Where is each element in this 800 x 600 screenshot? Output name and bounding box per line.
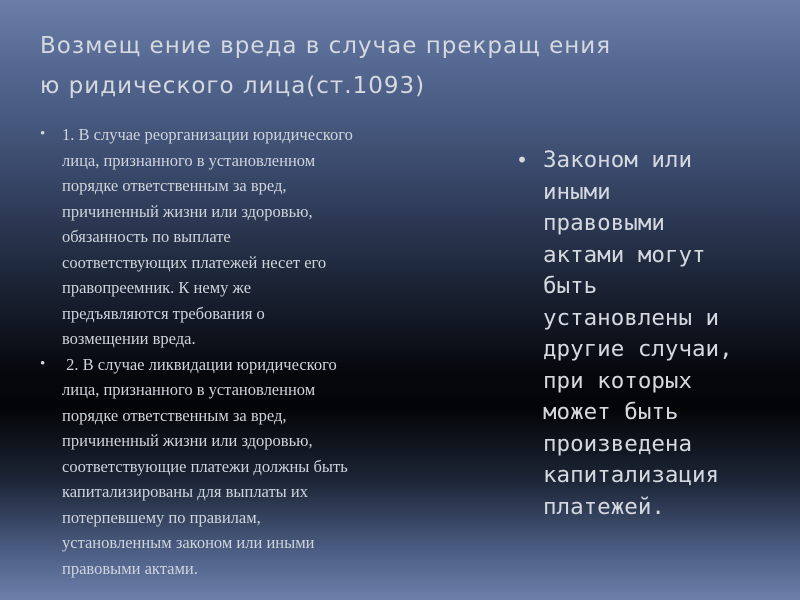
- list-item-liquidation: [40, 352, 460, 582]
- text-line: 2. В случае ликвидации юридического: [62, 354, 337, 374]
- list-item-reorganization: [40, 122, 460, 352]
- text-line: капитализированы для выплаты их: [62, 482, 308, 501]
- text-line: правопреемник. К нему же: [62, 278, 252, 297]
- text-line: соответствующие платежи должны быть: [62, 456, 348, 476]
- text-line: может быть: [543, 399, 679, 425]
- text-line: актами могут: [543, 241, 706, 268]
- slide-title: [40, 26, 660, 106]
- text-line: капитализация: [543, 462, 720, 488]
- text-line: произведена: [543, 430, 693, 457]
- text-line: другие случаи,: [543, 336, 733, 362]
- text-line: причиненный жизни или здоровью,: [62, 431, 313, 450]
- text-line: обязанность по выплате: [62, 227, 231, 246]
- text-line: правовыми: [543, 210, 665, 236]
- slide-title-line-1: Возмещ ение вреда в случае прекращ ения: [40, 33, 612, 59]
- bullet-icon: •: [40, 126, 46, 142]
- text-line: Законом или: [543, 147, 693, 173]
- text-line: порядке ответственным за вред,: [62, 405, 287, 425]
- text-line: порядке ответственным за вред,: [62, 176, 287, 195]
- text-line: лица, признанного в установленном: [62, 150, 316, 170]
- text-line: быть: [543, 273, 598, 299]
- slide-title-line-2: ю ридического лица(ст.1093): [40, 73, 426, 99]
- text-line: правовыми актами.: [62, 558, 198, 578]
- text-line: установленным законом или иными: [62, 533, 315, 552]
- text-line: при которых: [543, 367, 693, 394]
- text-line: 1. В случае реорганизации юридического: [62, 125, 353, 144]
- text-line: соответствующих платежей несет его: [62, 252, 327, 272]
- text-line: установлены и: [543, 304, 720, 331]
- text-line: потерпевшему по правилам,: [62, 507, 261, 527]
- text-line: возмещении вреда.: [62, 329, 196, 348]
- right-bullet-list: [516, 145, 786, 523]
- left-bullet-list: [40, 122, 460, 581]
- text-line: лица, признанного в установленном: [62, 380, 316, 399]
- text-line: иными: [543, 178, 611, 205]
- text-line: причиненный жизни или здоровью,: [62, 201, 313, 221]
- bullet-icon: •: [40, 355, 46, 372]
- list-item-capitalization: [516, 145, 786, 523]
- text-line: предъявляются требования о: [62, 303, 265, 323]
- text-line: платежей.: [543, 493, 665, 520]
- bullet-icon: •: [516, 148, 529, 172]
